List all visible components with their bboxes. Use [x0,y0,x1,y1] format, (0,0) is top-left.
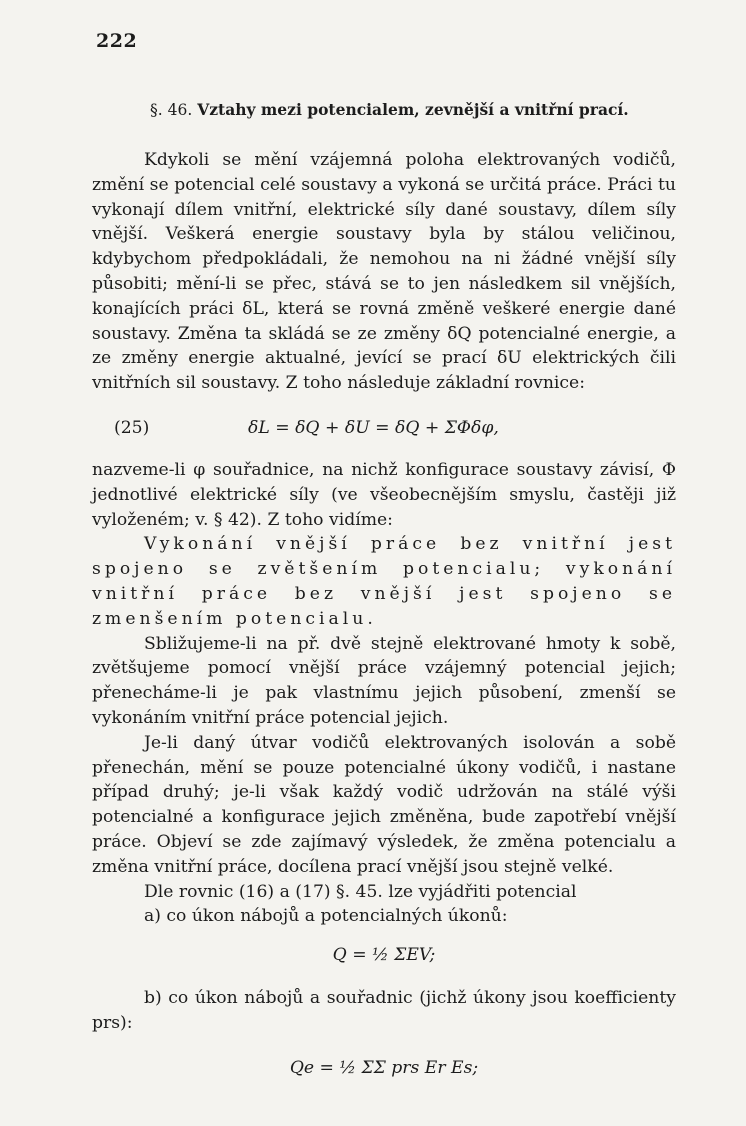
section-number: §. 46. [150,101,193,119]
equation-a: Q = ½ ΣEV; [332,945,436,966]
page-body [92,148,676,1080]
equation-formula: δL = δQ + δU = δQ + ΣΦδφ, [248,417,499,438]
paragraph-4: Sbližujeme-li na př. dvě stejně elektrované hmoty k sobě, zvětšujeme pomocí vnější práce vzájemný potencial jejich; přenecháme-li je pak vlastnímu jejich působení, zmenší se vykonáním vnitřní práce potencial jejich. [92,633,676,728]
paragraph-1: Kdykoli se mění vzájemná poloha elektrovaných vodičů, změní se potencial celé soustavy a vykoná se určitá práce. Práci tu vykonají dílem vnitřní, elektrické síly dané soustavy, dílem síly vnější. Veškerá energie soustavy byla by stálou veličinou, kdybychom předpokládali, že nemohou na ni žádné vnější síly působiti; mění-li se přec, stává se to jen následkem sil vnějších, konajících práci δL, která se rovná změně veškeré energie dané soustavy. Změna ta skládá se ze změny δQ potencialné energie, a ze změny energie aktualné, jevící se prací δU elektrických čili vnitřních sil soustavy. Z toho následuje základní rovnice: [92,150,676,394]
equation-b: Qe = ½ ΣΣ prs Er Es; [289,1057,479,1078]
paragraph-2: nazveme-li φ souřadnice, na nichž konfigurace soustavy závisí, Φ jednotlivé elektrické síly (ve všeobecnějším smyslu, častěji již vyloženém; v. § 42). Z toho vidíme: [92,459,676,530]
paragraph-5: Je-li daný útvar vodičů elektrovaných isolován a sobě přenechán, mění se pouze potencialné úkony vodičů, i nastane případ druhý; je-li však každý vodič udržován na stálé výši potencialné a konfigurace jejich změněna, bude zapotřebí vnější práce. Objeví se zde zajímavý výsledek, že změna potencialu a změna vnitřní práce, docílena prací vnější jsou stejně velké. [92,732,676,877]
section-heading [150,100,629,119]
equation-25 [92,402,676,454]
paragraph-6: Dle rovnic (16) a (17) §. 45. lze vyjádřiti potencial [144,881,577,902]
paragraph-3-spaced: Vykonání vnější práce bez vnitřní jest spojeno se zvětšením potencialu; vykonání vnitřní práce bez vnější jest spojeno se zmenšením potencialu. [92,534,676,629]
paragraph-8: b) co úkon nábojů a souřadnic (jichž úkony jsou koefficienty prs): [92,987,676,1033]
section-title: Vztahy mezi potencialem, zevnější a vnitřní prací. [197,100,629,119]
paragraph-7: a) co úkon nábojů a potencialných úkonů: [144,906,508,927]
equation-label: (25) [114,417,150,438]
page-number: 222 [96,30,138,52]
